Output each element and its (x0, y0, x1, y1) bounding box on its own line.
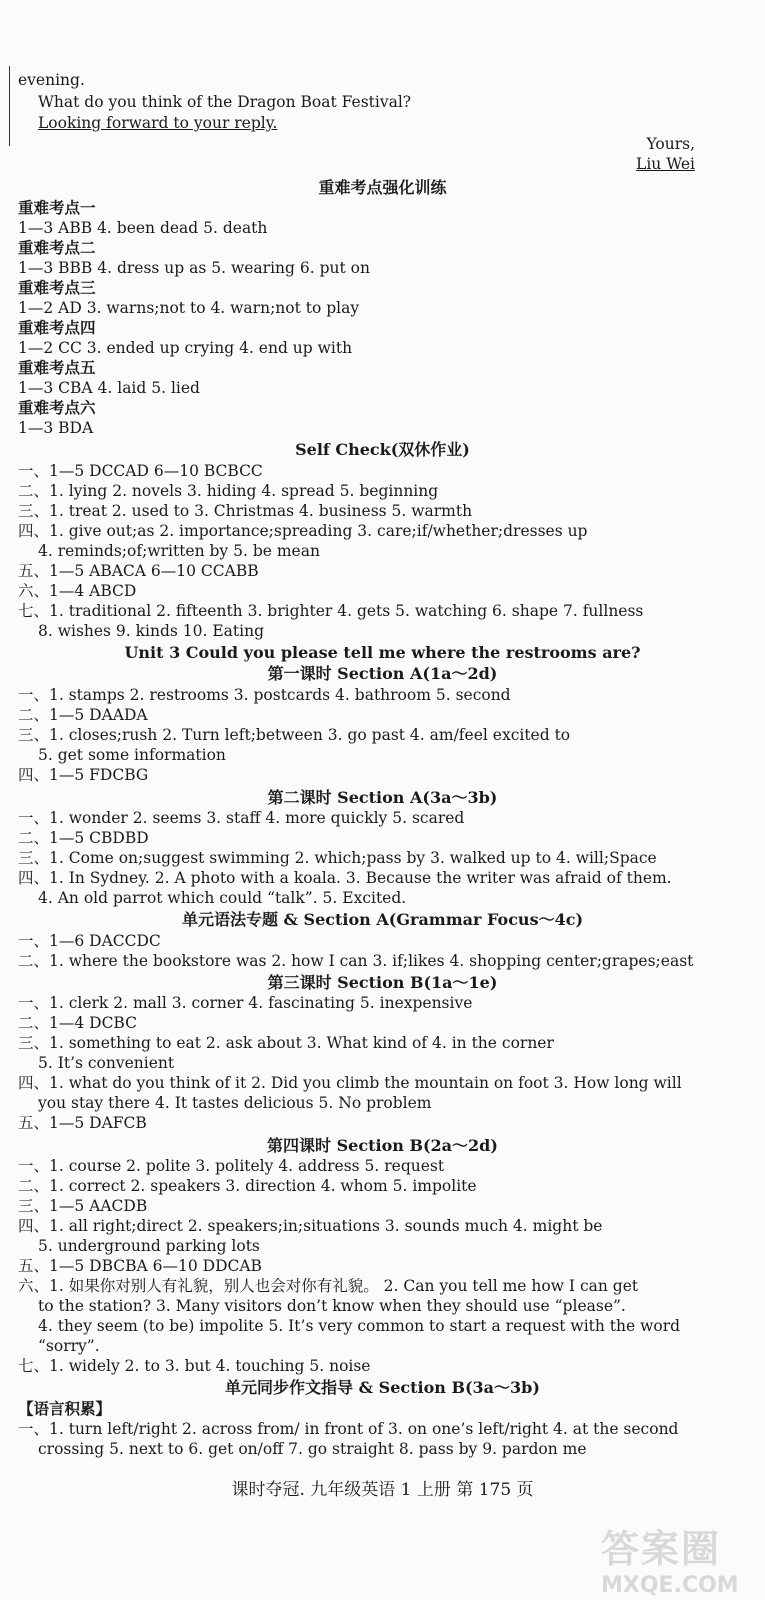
section-title: 第三课时 Section B(1a～1e) (267, 973, 498, 992)
answer-line: 1—3 CBA 4. laid 5. lied (18, 379, 200, 397)
answer-line: 三、1. Come on;suggest swimming 2. which;pass by 3. walked up to 4. will;Space (18, 849, 657, 867)
answer-line: 五、1—5 DBCBA 6—10 DDCAB (18, 1257, 262, 1275)
answer-line: 8. wishes 9. kinds 10. Eating (38, 622, 265, 640)
answer-line: 1—3 BBB 4. dress up as 5. wearing 6. put on (18, 259, 370, 277)
letter-signature: Liu Wei (636, 155, 695, 173)
page-footer: 课时夺冠. 九年级英语 1 上册 第 175 页 (231, 1480, 534, 1500)
answer-line: 六、1. 如果你对别人有礼貌，别人也会对你有礼貌。 2. Can you tell me how I can get (18, 1277, 639, 1295)
answer-line: 1—2 AD 3. warns;not to 4. warn;not to play (18, 299, 360, 317)
answer-line: 二、1—5 CBDBD (18, 829, 149, 847)
answer-line: 四、1. what do you think of it 2. Did you climb the mountain on foot 3. How long will (18, 1074, 682, 1092)
watermark-url: MXQE.COM (601, 1573, 739, 1598)
answer-line: 一、1. wonder 2. seems 3. staff 4. more quickly 5. scared (18, 809, 465, 827)
answer-line: 二、1. lying 2. novels 3. hiding 4. spread 5. beginning (18, 482, 439, 500)
letter-closing: Yours, (646, 135, 695, 153)
answer-line: 一、1. stamps 2. restrooms 3. postcards 4. bathroom 5. second (18, 686, 511, 704)
answer-line: 5. get some information (38, 746, 226, 764)
section-title: 第二课时 Section A(3a～3b) (267, 788, 498, 807)
answer-line: “sorry”. (38, 1337, 100, 1355)
answer-line: 四、1. all right;direct 2. speakers;in;situations 3. sounds much 4. might be (18, 1217, 603, 1235)
section-title: 单元同步作文指导 & Section B(3a～3b) (225, 1378, 540, 1397)
answer-line: 重难考点六 (18, 398, 96, 417)
answer-line: 一、1. clerk 2. mall 3. corner 4. fascinating 5. inexpensive (18, 994, 473, 1012)
answer-line: 5. underground parking lots (38, 1237, 260, 1255)
answer-line: 1—3 ABB 4. been dead 5. death (18, 219, 268, 237)
answer-line: 一、1—6 DACCDC (18, 932, 161, 950)
answer-line: 三、1. closes;rush 2. Turn left;between 3. go past 4. am/feel excited to (18, 726, 571, 744)
answer-line: 一、1. turn left/right 2. across from/ in front of 3. on one’s left/right 4. at the second (18, 1420, 679, 1438)
answer-line: 5. It’s convenient (38, 1054, 175, 1072)
answer-line: 重难考点三 (18, 278, 96, 297)
section-title: 第一课时 Section A(1a～2d) (267, 664, 498, 683)
answer-line: to the station? 3. Many visitors don’t know when they should use “please”. (38, 1297, 626, 1315)
section-title: 单元语法专题 & Section A(Grammar Focus～4c) (181, 910, 584, 929)
answer-line: 四、1. In Sydney. 2. A photo with a koala. 3. Because the writer was afraid of them. (18, 869, 672, 887)
answer-line: 二、1—5 DAADA (18, 706, 148, 724)
unit-title: Unit 3 Could you please tell me where the restrooms are? (124, 643, 641, 662)
answer-line: 重难考点二 (18, 238, 96, 257)
watermark-text: 答案圈 (601, 1527, 722, 1571)
letter-line: Looking forward to your reply. (38, 114, 278, 132)
answer-line: 一、1. course 2. polite 3. politely 4. address 5. request (18, 1157, 445, 1175)
letter-line: evening. (18, 71, 85, 89)
answer-line: 重难考点一 (18, 198, 96, 217)
answer-line: 二、1—4 DCBC (18, 1014, 137, 1032)
answer-line: 二、1. correct 2. speakers 3. direction 4. whom 5. impolite (18, 1177, 477, 1195)
left-margin-line (9, 66, 10, 146)
section-title: 第四课时 Section B(2a～2d) (267, 1136, 498, 1155)
answer-line: 4. reminds;of;written by 5. be mean (38, 542, 320, 560)
answer-line: 一、1—5 DCCAD 6—10 BCBCC (18, 462, 263, 480)
answer-line: 三、1. treat 2. used to 3. Christmas 4. business 5. warmth (18, 502, 473, 520)
answer-line: 七、1. traditional 2. fifteenth 3. brighter 4. gets 5. watching 6. shape 7. fullness (18, 602, 644, 620)
answer-line: 【语言积累】 (18, 1399, 112, 1418)
answer-line: you stay there 4. It tastes delicious 5. No problem (38, 1094, 432, 1112)
answer-line: 五、1—5 ABACA 6—10 CCABB (18, 562, 259, 580)
answer-line: 五、1—5 DAFCB (18, 1114, 147, 1132)
answer-line: 4. they seem (to be) impolite 5. It’s very common to start a request with the word (38, 1317, 681, 1335)
section-title: 重难考点强化训练 (318, 178, 447, 197)
answer-line: 1—3 BDA (18, 419, 94, 437)
answer-line: 六、1—4 ABCD (18, 582, 137, 600)
answer-line: 1—2 CC 3. ended up crying 4. end up with (18, 339, 353, 357)
answer-line: 二、1. where the bookstore was 2. how I can 3. if;likes 4. shopping center;grapes;east (18, 952, 694, 970)
answer-line: 四、1—5 FDCBG (18, 766, 149, 784)
answer-line: 四、1. give out;as 2. importance;spreading 3. care;if/whether;dresses up (18, 522, 588, 540)
section-title: Self Check(双休作业) (295, 440, 470, 459)
watermark-logo (601, 1518, 751, 1598)
letter-line: What do you think of the Dragon Boat Festival? (38, 93, 412, 111)
answer-line: 4. An old parrot which could “talk”. 5. Excited. (38, 889, 407, 907)
answer-line: 七、1. widely 2. to 3. but 4. touching 5. noise (18, 1357, 371, 1375)
answer-line: 三、1. something to eat 2. ask about 3. What kind of 4. in the corner (18, 1034, 554, 1052)
answer-line: 重难考点四 (18, 318, 96, 337)
answer-line: crossing 5. next to 6. get on/off 7. go straight 8. pass by 9. pardon me (38, 1440, 587, 1458)
answer-line: 三、1—5 AACDB (18, 1197, 148, 1215)
answer-line: 重难考点五 (18, 358, 96, 377)
